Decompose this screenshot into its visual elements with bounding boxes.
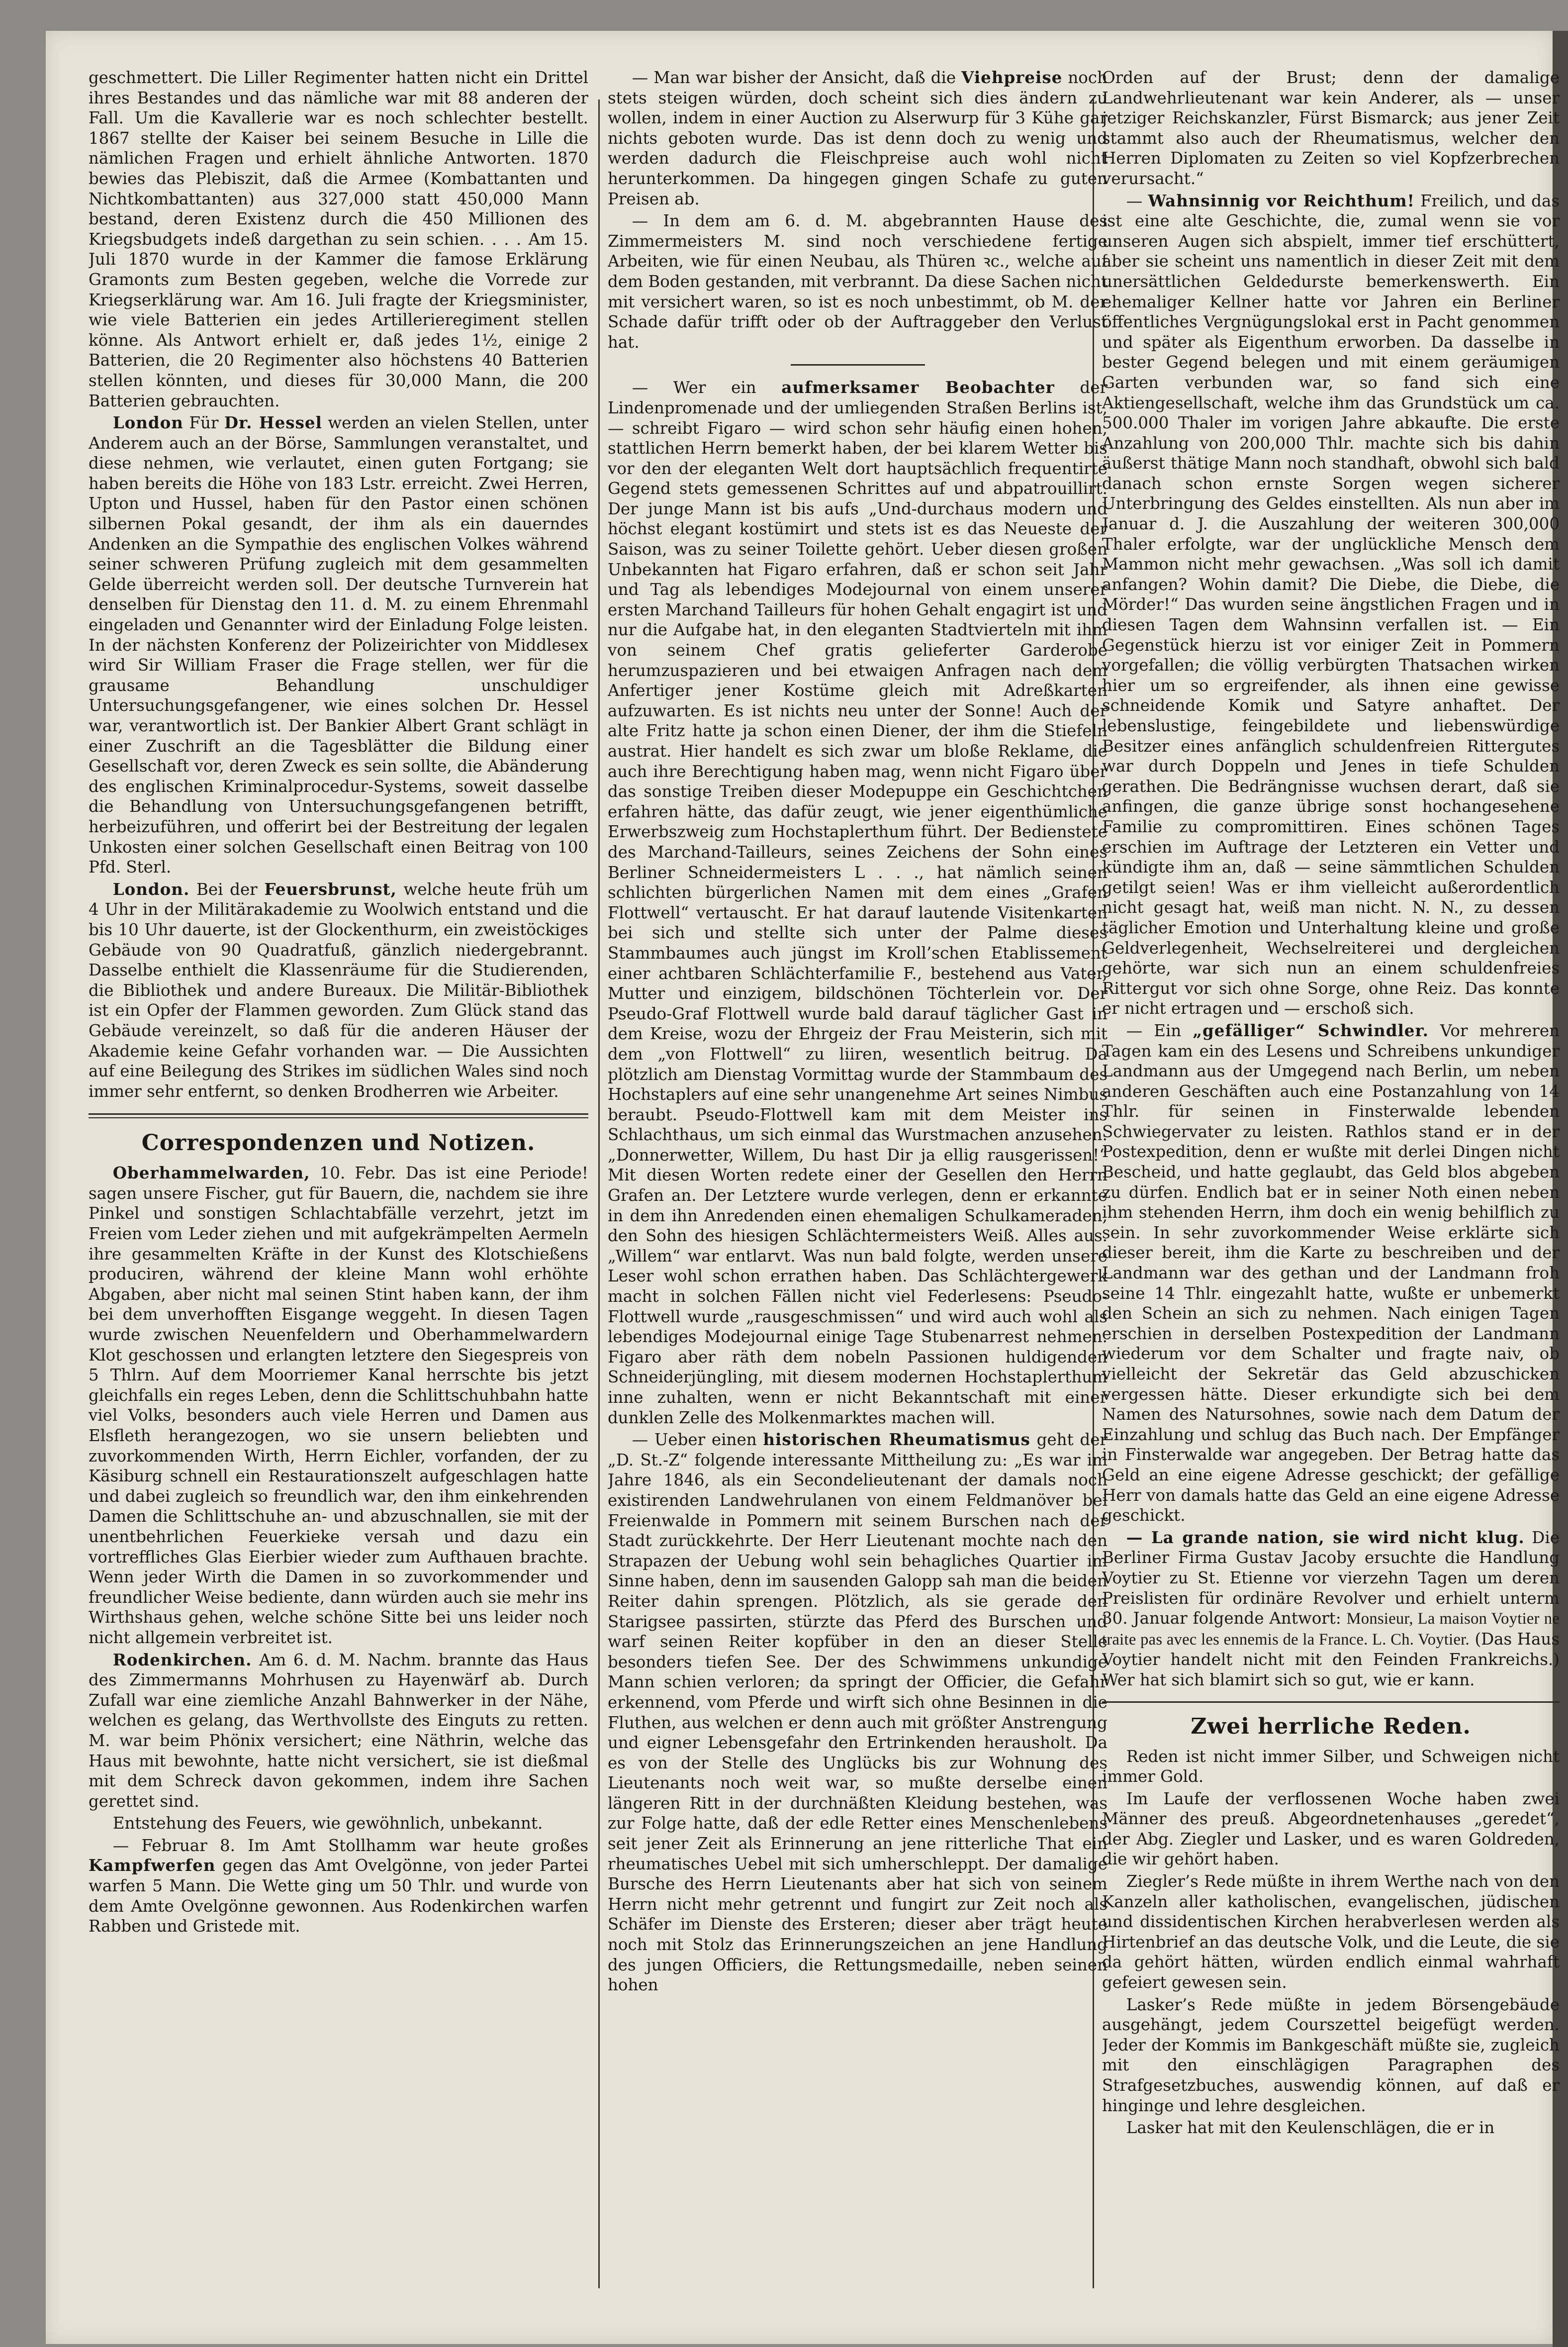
highlight: „gefälliger“ Schwindler. (1193, 1020, 1429, 1040)
column-middle (608, 68, 1107, 2266)
article-text: Lasker’s Rede müßte in jedem Börsengebäude ausgehängt, jedem Courszettel beigefügt werden. Jeder der Kommis im Bankgeschäft müßte sie, zugleich mit den einschlägigen Paragraphen des Strafgesetzbuches, auswendig können, auf daß er hingingе und lehre desgleichen. (1102, 1995, 1560, 2115)
article-text: — In dem am 6. d. M. abgebrannten Hause des Zimmermeisters M. sind noch verschiedene fertige Arbeiten, wie für einen Neubau, als Thüren ꝛc., welche auf dem Boden gestanden, mit verbrannt. Da diese Sachen nicht mit versichert waren, so ist es noch unbestimmt, ob M. der Schade dafür trifft oder ob der Auftraggeber den Verlust hat. (608, 211, 1107, 352)
column-left (89, 68, 588, 2266)
article-kampfwerfen: — Februar 8. Im Amt Stollhamm war heute großes Kampfwerfen gegen das Amt Ovelgönne, von jeder Partei warfen 5 Mann. Die Wette ging um 50 Thlr. und wurde von dem Amte Ovelgönne gewonnen. Aus Rodenkirchen warfen Rabben und Gristede mit. (89, 1836, 588, 1936)
article-oberhammelwarden: Oberhammelwarden, 10. Febr. Das ist eine Periode! sagen unsere Fischer, gut für Bauern, die, nachdem sie ihre Pinkel und sonstigen Schlachtabfälle verzehrt, jetzt im Freien vom Leder ziehen und mit aufgekrämpelten Aermeln ihre gesammelten Kräfte in der Kunst des Klotschießens produciren, während der kleine Mann wohl erhöhte Abgaben, aber nicht mal seinen Stint haben kann, der ihm bei dem unverhofften Eisgange weggeht. In diesen Tagen wurde zwischen Neuenfeldern und Oberhammelwardern Klot geschossen und erlangten letztere den Siegespreis von 5 Thlrn. Auf dem Moorriemer Kanal herrschte bis jetzt gleichfalls ein reges Leben, denn die Schlittschuhbahn hatte viel Volks, besonders auch viele Herren und Damen aus Elsfleth herangezogen, wo sie unsern beliebten und zuvorkommenden Wirth, Herrn Eichler, vorfanden, der zu Käsiburg schnell ein Restaurationszelt aufgeschlagen hatte und dabei zugleich so freundlich war, den ihm einkehrenden Damen die Schlittschuhe an- und abzuschnallen, sie mit der unentbehrlichen Feuerkieke versah und dazu ein vortreffliches Glas Eierbier wieder zum Aufthauen brachte. Wenn jeder Wirth die Damen in so zuvorkommender und freundlicher Weise bediente, dann würden auch sie mehr ins Wirthshaus gehen, welche schöne Sitte bei uns leider noch nicht allgemein verbreitet ist. (89, 1163, 588, 1647)
article-text: Ziegler’s Rede müßte in ihrem Werthe nach von den Kanzeln aller katholischen, evangelischen, jüdischen und dissidentischen Kirchen herabverlesen werden als Hirtenbrief an das deutsche Volk, und die Leute, die sie da gehört hätten, würden endlich einmal wahrhaft gefeiert gewesen sein. (1102, 1872, 1560, 1992)
article-grande-nation: — La grande nation, sie wird nicht klug. Die Berliner Firma Gustav Jacoby ersuchte die Handlung Voytier zu St. Etienne vor vierzehn Tagen um deren Preislisten für ordinäre Revolver und erhielt unterm 30. Januar folgende Antwort: Monsieur, La maison Voytier ne traite pas avec les ennemis de la France. L. Ch. Voytier. (Das Haus Voytier handelt nicht mit den Feinden Frankreichs.) Wer hat sich blamirt sich so gut, wie er kann. (1102, 1527, 1560, 1689)
article-london-1: London Für Dr. Hessel werden an vielen Stellen, unter Anderem auch an der Börse, Sammlungen veranstaltet, und diese nehmen, wie verlautet, einen guten Fortgang; sie haben bereits die Höhe von 183 Lstr. erreicht. Zwei Herren, Upton und Hussel, haben für den Pastor einen schönen silbernen Pokal gesandt, der ihm als ein dauerndes Andenken an die Sympathie des englischen Volkes während seiner schweren Prüfung zugleich mit dem gesammelten Gelde überreicht werden soll. Der deutsche Turnverein hat denselben für Dienstag den 11. d. M. zu einem Ehrenmahl eingeladen und Genannter wird der Einladung Folge leisten. In der nächsten Konferenz der Polizeirichter von Middlesex wird Sir William Fraser die Frage stellen, wer für die grausame Behandlung unschuldiger Untersuchungsgefangener, wie eines solchen Dr. Hessel war, verantwortlich ist. Der Bankier Albert Grant schlägt in einer Zuschrift an die Tagesblätter die Bildung einer Gesellschaft vor, deren Zweck es sein sollte, die Abänderung des englischen Kriminalprocedur-Systems, soweit dasselbe die Behandlung von Untersuchungsgefangenen betrifft, herbeizuführen, und offerirt bei der Bestreitung der legalen Unkosten einer solchen Gesellschaft einen Beitrag von 100 Pfd. Sterl. (89, 413, 588, 877)
column-right (1102, 68, 1560, 2266)
article-text: Orden auf der Brust; denn der damalige Landwehrlieutenant war kein Anderer, als — unser jetziger Reichskanzler, Fürst Bismarck; aus jener Zeit stammt also auch der Rheumatismus, welcher den Herren Diplomaten zu Zeiten so viel Kopfzerbrechen verursacht.“ (1102, 68, 1560, 188)
article-rodenkirchen: Rodenkirchen. Am 6. d. M. Nachm. brannte das Haus des Zimmermanns Mohrhusen zu Hayenwärf ab. Durch Zufall war eine ziemliche Anzahl Bahnwerker in der Nähe, welchen es gelang, das Werthvollste des Einguts zu retten. M. war beim Phönix versichert; eine Näthrin, welche das Haus mit bewohnte, hatte nicht versichert, sie ist dießmal mit dem Schreck davon gekommen, indem ihre Sachen gerettet sind. (89, 1650, 588, 1811)
highlight: Viehpreise (961, 68, 1063, 87)
highlight: aufmerksamer Beobachter (781, 378, 1055, 397)
article-schwindler: — Ein „gefälliger“ Schwindler. Vor mehreren Tagen kam ein des Lesens und Schreibens unkundiger Landmann aus der Umgegend nach Berlin, um neben anderen Geschäften auch eine Postanzahlung von 14 Thlr. für seinen in Finsterwalde lebenden Schwiegervater zu leisten. Rathlos stand er in der Postexpedition, denn er wußte mit derlei Dingen nicht Bescheid, und hatte geglaubt, das Geld blos abgeben zu dürfen. Endlich bat er in seiner Noth einen neben ihm stehenden Herrn, ihm doch ein wenig behilflich zu sein. In sehr zuvorkommender Weise erklärte sich dieser bereit, ihm die Karte zu beschreiben und der Landmann war des gethan und der Landmann froh seine 14 Thlr. eingezahlt hatte, wußte er unbemerkt den Schein an sich zu nehmen. Nach einigen Tagen erschien in derselben Postexpedition der Landmann wiederum vor dem Schalter und fragte naiv, ob vielleicht der Sekretär das Geld abzuschicken vergessen hätte. Dieser erkundigte sich bei dem Namen des Natursohnes, sowie nach dem Datum der Einzahlung und schlug das Buch nach. Der Empfänger in Finsterwalde war angegeben. Der Betrag hatte das Geld an eine eigene Adresse geschickt; der gefällige Herr von damals hatte das Geld an eine eigene Adresse geschickt. (1102, 1020, 1560, 1525)
column-rule (598, 99, 600, 2288)
article-rheumatismus: — Ueber einen historischen Rheumatismus geht der „D. St.-Z“ folgende interessante Mittheilung zu: „Es war im Jahre 1846, als ein Secondelieutenant der damals noch existirenden Landwehrulanen von einem Feldmanöver bei Freienwalde in Pommern mit seinem Burschen nach der Stadt zurückkehrte. Der Herr Lieutenant mochte nach den Strapazen der Uebung wohl sein behagliches Quartier im Sinne haben, denn im sausenden Galopp sah man die beiden Reiter dahin sprengen. Plötzlich, als sie gerade den Starigsee passirten, stürzte das Pferd des Burschen und warf seinen Reiter kopfüber in den an dieser Stelle besonders tiefen See. Der des Schwimmens unkundige Mann schien verloren; da springt der Officier, die Gefahr erkennend, vom Pferde und wirft sich ohne Besinnen in die Fluthen, aus welchen er denn auch mit größter Anstrengung und eigner Lebensgefahr den Ertrinkenden herausholt. Da es von der Stelle des Unglücks bis zur Wohnung des Lieutenants noch weit war, so mußte derselbe einen längeren Ritt in der durchnäßten Kleidung bestehen, was zur Folge hatte, daß der edle Retter eines Menschenlebens seit jener Zeit als Erinnerung an jene ritterliche That ein rheumatisches Uebel mit sich umherschleppt. Der damalige Bursche des Herrn Lieutenants aber hat sich von seinem Herrn nicht mehr getrennt und fungirt zur Zeit noch als Schäfer im Dienste des Ersteren; dieser aber trägt heute noch mit Stolz das Erinnerungszeichen an jene Handlung des jungen Officiers, die Rettungsmedaille, neben seinen hohen (608, 1430, 1107, 1995)
place-heading: London (112, 413, 184, 433)
article-text: geschmettert. Die Liller Regimenter hatten nicht ein Drittel ihres Bestandes und das nämliche war mit 88 anderen der Fall. Um die Kavallerie war es noch schlechter bestellt. 1867 stellte der Kaiser bei seinem Besuche in Lille die nämlichen Fragen und erhielt ähnliche Antworten. 1870 bewies das Plebiszit, daß die Armee (Kombattanten und Nichtkombattanten) aus 327,000 statt 450,000 Mann bestand, deren Existenz durch die 450 Millionen des Kriegsbudgets indeß dargethan zu sein schien. . . . Am 15. Juli 1870 wurde in der Kammer die famose Erklärung Gramonts zum Besten gegeben, welche die Vorrede zur Kriegserklärung war. Am 16. Juli fragte der Kriegsminister, wie viele Batterien ein jedes Artillerieregiment stellen könne. Als Antwort erhielt er, daß jedes 1½, einige 2 Batterien, die 20 Regimenter also höchstens 40 Batterien stellen könnten, und dieses für 30,000 Mann, die 200 Batterien gebrauchten. (89, 68, 588, 410)
section-divider (89, 1113, 588, 1118)
place-heading: Rodenkirchen. (112, 1650, 252, 1669)
article-divider (791, 364, 925, 366)
article-london-2: London. Bei der Feuersbrunst, welche heute früh um 4 Uhr in der Militärakademie zu Woolwich entstand und die bis 10 Uhr dauerte, ist der Glockenthurm, ein zweistöckiges Gebäude von 90 Quadratfuß, gänzlich niedergebrannt. Dasselbe enthielt die Klassenräume für die Studierenden, die Bibliothek und andere Bureaux. Die Militär-Bibliothek ist ein Opfer der Flammen geworden. Zum Glück stand das Gebäude vereinzelt, so daß für die anderen Häuser der Akademie keine Gefahr vorhanden war. — Die Aussichten auf eine Beilegung des Strikes im südlichen Wales sind noch immer sehr entfernt, so denken Brodherren wie Arbeiter. (89, 879, 588, 1101)
highlight: Dr. Hessel (224, 413, 322, 433)
article-text: Lasker hat mit den Keulenschlägen, die er in (1126, 2118, 1495, 2138)
article-text: Im Laufe der verflossenen Woche haben zwei Männer des preuß. Abgeordnetenhauses „geredet“, der Abg. Ziegler und Lasker, und es waren Goldreden, die wir gehört haben. (1102, 1789, 1560, 1869)
french-quote: Monsieur, La maison Voytier ne traite pas avec les ennemis de la France. L. Ch. Voytier. (1102, 1610, 1560, 1649)
section-divider (1102, 1701, 1560, 1703)
article-text: Reden ist nicht immer Silber, und Schweigen nicht immer Gold. (1102, 1747, 1560, 1786)
highlight: historischen Rheumatismus (763, 1430, 1030, 1450)
highlight: Feuersbrunst, (264, 879, 397, 899)
highlight: Wahnsinnig vor Reichthum! (1148, 191, 1415, 210)
article-viehpreise: — Man war bisher der Ansicht, daß die Viehpreise noch stets steigen würden, doch scheint sich dies ändern zu wollen, indem in einer Auction zu Alserwurp für 3 Kühe gar nichts geboten wurde. Das ist denn doch zu wenig und werden dadurch die Fleischpreise auch wohl nicht herunterkommen. Da hingegen gingen Schafe zu guten Preisen ab. (608, 68, 1107, 208)
article-text: Entstehung des Feuers, wie gewöhnlich, unbekannt. (112, 1814, 543, 1833)
article-wahnsinnig: — Wahnsinnig vor Reichthum! Freilich, und das ist eine alte Geschichte, die, zumal wenn sie vor unseren Augen sich abspielt, immer tief erschüttert, aber sie scheint uns namentlich in dieser Zeit mit dem unersättlichen Geldedurste bemerkenswerth. Ein ehemaliger Kellner hatte vor Jahren ein Berliner öffentliches Vergnügungslokal erst in Pacht genommen und später als Eigenthum erworben. Da dasselbe in bester Gegend belegen und mit einem geräumigen Garten verbunden war, so fand sich eine Aktiengesellschaft, welche ihm das Grundstück um ca. 500.000 Thaler im vorigen Jahre abkaufte. Die erste Anzahlung von 200,000 Thlr. machte sich bis dahin äußerst thätige Mann noch standhaft, obwohl sich bald danach schon ernste Sorgen wegen sicherer Unterbringung des Geldes einstellten. Als nun aber im Januar d. J. die Auszahlung der weiteren 300,000 Thaler erfolgte, war der unglückliche Mensch dem Mammon nicht mehr gewachsen. „Was soll ich damit anfangen? Wohin damit? Die Diebe, die Diebe, die Mörder!“ Das wurden seine ängstlichen Fragen und in diesen Tagen dem Wahnsinn verfallen ist. — Ein Gegenstück hierzu ist vor einiger Zeit in Pommern vorgefallen; die völlig verbürgten Thatsachen wirken hier um so ergreifender, als ihnen eine gewisse schneidende Komik und Satyre anhaftet. Der lebenslustige, feingebildete und liebenswürdige Besitzer eines anfänglich schuldenfreien Rittergutes war durch Doppeln und Jenes in tiefe Schulden gerathen. Die Bedrängnisse wuchsen derart, daß sie anfingen, die ganze übrige sonst hochangesehene Familie zu compromittiren. Eines schönen Tages erschien im Auftrage der Letzteren ein Vetter und kündigte ihm an, daß — seine sämmtlichen Schulden getilgt seien! Was er ihm vielleicht außerordentlich nicht gesagt hat, weiß man nicht. N. N., zu dessen täglicher Emotion und Unterhaltung kleine und große Geldverlegenheit, Wechselreiterei und dergleichen gehörte, war sich nun an einem schuldenfreies Rittergut vor sich ohne Sorge, ohne Reiz. Das konnte er nicht ertragen und — erschoß sich. (1102, 191, 1560, 1018)
place-heading: London. (112, 879, 190, 899)
section-title: Correspondenzen und Notizen. (141, 1130, 536, 1156)
highlight: Kampfwerfen (89, 1856, 216, 1875)
section-title-reden: Zwei herrliche Reden. (1191, 1713, 1471, 1739)
place-heading: Oberhammelwarden, (112, 1163, 310, 1183)
article-beobachter: — Wer ein aufmerksamer Beobachter der Lindenpromenade und der umliegenden Straßen Berlins ist, — schreibt Figaro — wird schon sehr häufig einen hohen, stattlichen Herrn bemerkt haben, der bei klarem Wetter bis vor den der eleganten Welt dort hauptsächlich frequentirte Gegend stets gemessenen Schrittes auf und abpatrouillirt. Der junge Mann ist bis aufs „Und-durchaus modern und höchst elegant kostümirt und stets ist es das Neueste der Saison, was zu seiner Toilette gehört. Ueber diesen großen Unbekannten hat Figaro erfahren, daß er schon seit Jahr und Tag als lebendiges Modejournal von einem unserer ersten Marchand Tailleurs für hohen Gehalt engagirt ist und nur die Aufgabe hat, in den eleganten Stadtvierteln mit ihm von seinem Chef gratis gelieferter Garderobe herumzuspazieren und bei etwaigen Anfragen nach dem Anfertiger jener Kostüme gleich mit Adreßkarten aufzuwarten. Es ist nichts neu unter der Sonne! Auch der alte Fritz hatte ja schon einen Diener, der ihm die Stiefeln austrat. Hier handelt es sich zwar um bloße Reklame, die auch ihre Berechtigung haben mag, wenn nicht Figaro über das sonstige Treiben dieser Modepuppe ein Geschichtchen erfahren hätte, das dafür zeugt, wie jener eigenthümliche Erwerbszweig zum Hochstaplerthum führt. Der Bedienstete des Marchand-Tailleurs, seines Zeichens der Sohn eines Berliner Schneidermeisters L . . ., hat nämlich seinen schlichten bürgerlichen Namen mit dem eines „Grafen Flottwell“ vertauscht. Er hat darauf lautende Visitenkarten bei sich und stellte sich unter der Palme dieses Stammbaumes auch jüngst im Kroll’schen Etablissement einer achtbaren Schlächterfamilie F., bestehend aus Vater, Mutter und einzigem, bildschönen Töchterlein vor. Der Pseudo-Graf Flottwell wurde bald darauf täglicher Gast in dem Kreise, wozu der Ehrgeiz der Frau Meisterin, sich mit dem „von Flottwell“ zu liiren, wesentlich beitrug. Da plötzlich am Dienstag Vormittag wurde der Stammbaum des Hochstaplers auf eine sehr unangenehme Art seines Nimbus beraubt. Pseudo-Flottwell kam mit dem Meister ins Schlachthaus, um sich einmal das Wurstmachen anzusehen. „Donnerwetter, Willem, Du hast Dir ja ellig rausgerissen!“ Mit diesen Worten redete einer der Gesellen den Herrn Grafen an. Der Letztere wurde verlegen, denn er erkannte in dem ihn Anredenden einen ehemaligen Schulkameraden, den Sohn des hiesigen Schlächtermeisters Weiß. Alles aus. „Willem“ war entlarvt. Was nun bald folgte, werden unsere Leser wohl schon errathen haben. Das Schlächtergewerk macht in solchen Fällen nicht viel Federlesens: Pseudo-Flottwell wurde „rausgeschmissen“ und wird auch wohl als lebendiges Modejournal einige Tage Stubenarrest nehmen. Figaro aber räth dem nobeln Passionen huldigenden Schneiderjüngling, mit diesem modernen Hochstaplerthum inne zuhalten, wenn er nicht Bekanntschaft mit einer dunklen Zelle des Molkenmarktes machen will. (608, 378, 1107, 1427)
highlight: — La grande nation, sie wird nicht klug. (1126, 1527, 1525, 1547)
